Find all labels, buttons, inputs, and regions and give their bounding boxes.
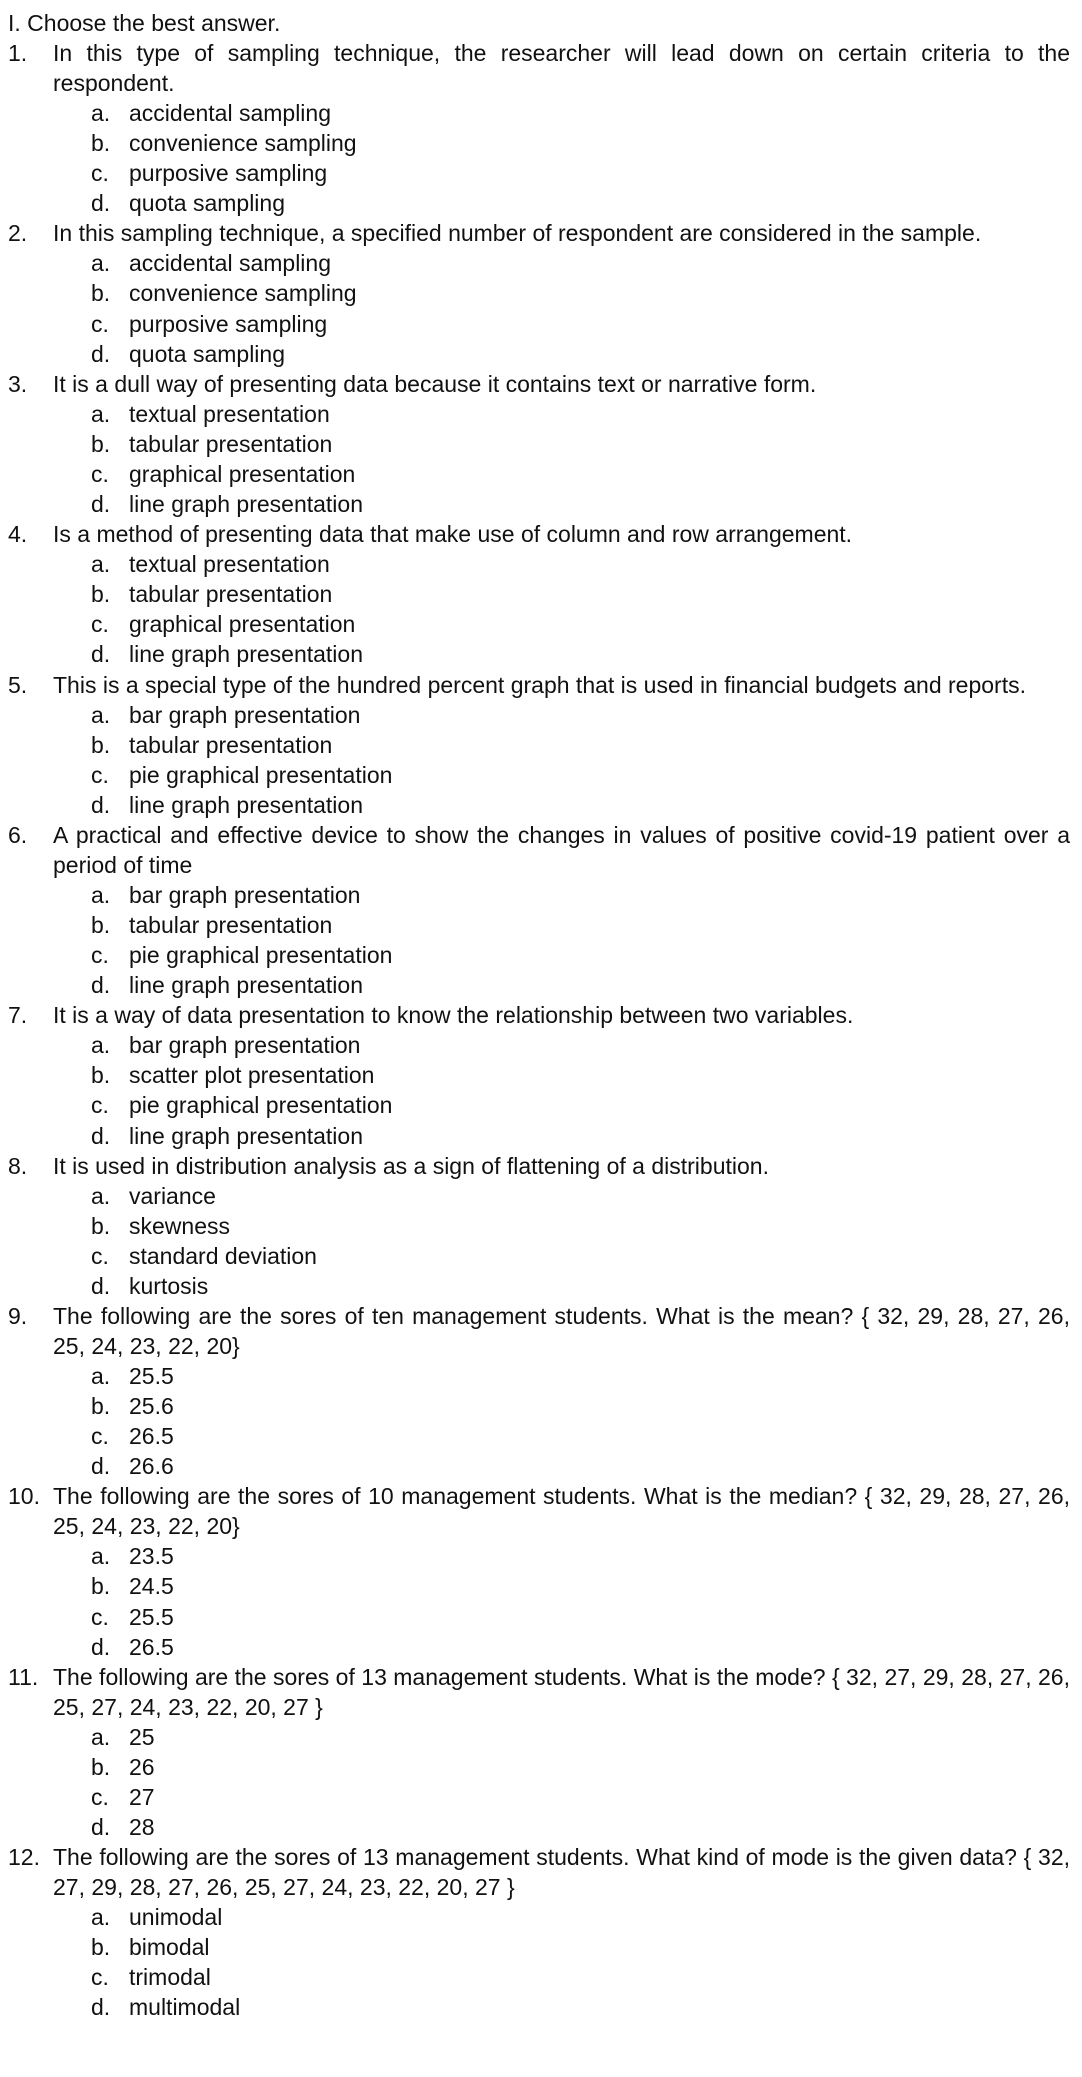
answer-option [53,188,1070,218]
option-text: 25.5 [129,1603,174,1630]
option-letter: d. [91,1122,111,1149]
option-letter: d. [91,791,111,818]
option-letter: b. [91,130,111,157]
answer-options [53,1030,1070,1150]
option-text: 27 [129,1783,155,1810]
option-text: standard deviation [129,1242,317,1269]
answer-option [53,98,1070,128]
answer-option [53,1090,1070,1120]
option-letter: a. [91,400,111,427]
answer-option [53,790,1070,820]
question-number: 2. [8,220,28,247]
option-letter: b. [91,280,111,307]
answer-option [53,1632,1070,1662]
option-text: tabular presentation [129,911,333,938]
answer-option [53,158,1070,188]
question-number: 5. [8,671,28,698]
option-letter: c. [91,1423,109,1450]
answer-option [53,1241,1070,1271]
option-text: bar graph presentation [129,881,361,908]
option-letter: c. [91,761,109,788]
option-text: tabular presentation [129,430,333,457]
answer-option [53,1752,1070,1782]
question-item [8,1151,1070,1301]
option-letter: b. [91,1393,111,1420]
question-text: This is a special type of the hundred percent graph that is used in financial budgets and reports. [53,671,1026,698]
answer-option [53,1541,1070,1571]
question-number: 12. [8,1844,40,1871]
option-text: 23.5 [129,1543,174,1570]
question-number: 8. [8,1152,28,1179]
question-body [53,369,1070,519]
answer-option [53,609,1070,639]
answer-option [53,970,1070,1000]
answer-option [53,429,1070,459]
option-letter: d. [91,1453,111,1480]
question-number: 4. [8,521,28,548]
option-letter: d. [91,1633,111,1660]
question-text: In this sampling technique, a specified number of respondent are considered in the sample. [53,220,982,247]
question-number: 7. [8,1002,28,1029]
question-number: 1. [8,40,28,66]
option-text: textual presentation [129,551,330,578]
option-text: kurtosis [129,1272,209,1299]
option-text: variance [129,1182,216,1209]
answer-options [53,1722,1070,1842]
question-body [53,1151,1070,1301]
option-text: 24.5 [129,1573,174,1600]
question-number: 6. [8,821,28,848]
option-text: 26.5 [129,1423,174,1450]
answer-option [53,940,1070,970]
option-letter: d. [91,1814,111,1841]
option-text: tabular presentation [129,731,333,758]
answer-option [53,1722,1070,1752]
option-letter: c. [91,1964,109,1991]
option-letter: d. [91,491,111,518]
question-number: 9. [8,1303,28,1329]
option-letter: d. [91,190,111,217]
answer-option [53,1812,1070,1842]
option-text: line graph presentation [129,641,363,668]
answer-option [53,1060,1070,1090]
answer-option [53,1571,1070,1601]
question-item [8,1662,1070,1842]
answer-option [53,579,1070,609]
option-letter: b. [91,911,111,938]
option-letter: a. [91,1904,111,1931]
option-letter: a. [91,1723,111,1750]
option-text: line graph presentation [129,1122,363,1149]
question-text: The following are the sores of 13 management students. What is the mode? { 32, 27, 29, 28, 27, 26, 25, 27, 24, 23, 22, 20, 27 } [53,1663,1070,1720]
answer-options [53,880,1070,1000]
answer-option [53,489,1070,519]
answer-option [53,1451,1070,1481]
option-text: convenience sampling [129,280,357,307]
question-body [53,1301,1070,1481]
answer-option [53,1992,1070,2022]
answer-option [53,1271,1070,1301]
question-body [53,1000,1070,1150]
option-text: graphical presentation [129,460,356,487]
option-letter: c. [91,1603,109,1630]
option-letter: a. [91,250,111,277]
answer-option [53,1932,1070,1962]
question-text: A practical and effective device to show the changes in values of positive covid-19 patient over a period of time [53,821,1070,878]
option-letter: c. [91,460,109,487]
option-text: purposive sampling [129,310,328,337]
option-letter: a. [91,1182,111,1209]
option-letter: a. [91,701,111,728]
option-letter: b. [91,1934,111,1961]
option-letter: b. [91,1062,111,1089]
answer-option [53,278,1070,308]
question-item [8,670,1070,820]
answer-option [53,1181,1070,1211]
answer-options [53,98,1070,218]
option-letter: a. [91,551,111,578]
option-letter: a. [91,1363,111,1389]
option-text: pie graphical presentation [129,761,393,788]
question-body [53,1842,1070,2022]
question-number: 11. [8,1663,39,1690]
option-letter: c. [91,160,109,187]
answer-option [53,248,1070,278]
answer-option [53,309,1070,339]
option-text: accidental sampling [129,100,332,126]
option-letter: b. [91,581,111,608]
question-body [53,519,1070,669]
question-item [8,1000,1070,1150]
option-letter: a. [91,881,111,908]
answer-options [53,1902,1070,2022]
answer-option [53,339,1070,369]
question-body [53,1481,1070,1661]
option-letter: c. [91,1242,109,1269]
option-text: line graph presentation [129,491,363,518]
option-letter: d. [91,972,111,999]
answer-option [53,1211,1070,1241]
option-text: 25.6 [129,1393,174,1420]
option-letter: b. [91,1212,111,1239]
question-body [53,670,1070,820]
option-text: pie graphical presentation [129,942,393,969]
answer-option [53,128,1070,158]
question-text: The following are the sores of ten management students. What is the mean? { 32, 29, 28, 27, 26, 25, 24, 23, 22, 20} [53,1303,1070,1359]
answer-option [53,1361,1070,1391]
option-text: 25.5 [129,1363,174,1389]
answer-options [53,1541,1070,1661]
question-body [53,38,1070,218]
option-text: scatter plot presentation [129,1062,375,1089]
answer-option [53,910,1070,940]
option-text: 26.5 [129,1633,174,1660]
question-item [8,1842,1070,2022]
answer-option [53,1421,1070,1451]
answer-options [53,700,1070,820]
option-text: skewness [129,1212,230,1239]
question-number: 3. [8,370,28,397]
answer-options [53,399,1070,519]
answer-option [53,880,1070,910]
option-letter: c. [91,1092,109,1119]
option-text: bimodal [129,1934,210,1961]
question-text: It is used in distribution analysis as a sign of flattening of a distribution. [53,1152,769,1179]
answer-option [53,1121,1070,1151]
question-item [8,1481,1070,1661]
option-text: unimodal [129,1904,223,1931]
question-text: The following are the sores of 10 management students. What is the median? { 32, 29, 28, 27, 26, 25, 24, 23, 22, 20} [53,1483,1070,1540]
answer-option [53,760,1070,790]
option-text: pie graphical presentation [129,1092,393,1119]
option-text: quota sampling [129,340,285,367]
option-text: 25 [129,1723,155,1750]
option-text: quota sampling [129,190,285,217]
answer-option [53,1962,1070,1992]
answer-option [53,639,1070,669]
answer-option [53,1030,1070,1060]
answer-option [53,700,1070,730]
answer-option [53,1602,1070,1632]
option-text: line graph presentation [129,791,363,818]
option-text: convenience sampling [129,130,357,157]
option-letter: a. [91,1543,111,1570]
answer-options [53,248,1070,368]
option-letter: c. [91,942,109,969]
question-item [8,519,1070,669]
option-text: textual presentation [129,400,330,427]
question-text: It is a dull way of presenting data because it contains text or narrative form. [53,370,817,397]
question-body [53,1662,1070,1842]
option-text: 26.6 [129,1453,174,1480]
answer-option [53,1782,1070,1812]
option-letter: b. [91,1753,111,1780]
option-text: graphical presentation [129,611,356,638]
answer-options [53,549,1070,669]
page-title: I. Choose the best answer. [8,10,281,36]
answer-options [53,1361,1070,1481]
question-item [8,820,1070,1000]
option-text: bar graph presentation [129,1032,361,1059]
option-text: 26 [129,1753,155,1780]
question-body [53,218,1070,368]
question-item [8,369,1070,519]
option-letter: d. [91,340,111,367]
option-text: trimodal [129,1964,211,1991]
option-text: tabular presentation [129,581,333,608]
option-letter: d. [91,641,111,668]
option-letter: c. [91,310,109,337]
option-letter: d. [91,1994,111,2021]
option-text: accidental sampling [129,250,332,277]
question-number: 10. [8,1483,40,1510]
option-text: bar graph presentation [129,701,361,728]
answer-option [53,549,1070,579]
option-letter: d. [91,1272,111,1299]
question-text: The following are the sores of 13 management students. What kind of mode is the given data? { 32, 27, 29, 28, 27, 26, 25, 27, 24, 23, 22, 20, 27 } [53,1844,1070,1901]
question-item [8,218,1070,368]
option-letter: c. [91,1783,109,1810]
question-text: In this type of sampling technique, the researcher will lead down on certain criteria to the respondent. [53,40,1070,96]
option-text: 28 [129,1814,155,1841]
answer-option [53,730,1070,760]
option-letter: c. [91,611,109,638]
option-text: purposive sampling [129,160,328,187]
answer-option [53,399,1070,429]
option-letter: b. [91,1573,111,1600]
option-letter: b. [91,430,111,457]
answer-option [53,459,1070,489]
question-text: Is a method of presenting data that make use of column and row arrangement. [53,521,853,548]
question-item [8,1301,1070,1481]
option-letter: a. [91,1032,111,1059]
question-list [8,38,1070,2023]
answer-options [53,1181,1070,1301]
answer-option [53,1391,1070,1421]
question-text: It is a way of data presentation to know the relationship between two variables. [53,1002,854,1029]
option-letter: b. [91,731,111,758]
option-text: line graph presentation [129,972,363,999]
question-body [53,820,1070,1000]
question-item [8,38,1070,218]
option-letter: a. [91,100,111,126]
option-text: multimodal [129,1994,241,2021]
answer-option [53,1902,1070,1932]
